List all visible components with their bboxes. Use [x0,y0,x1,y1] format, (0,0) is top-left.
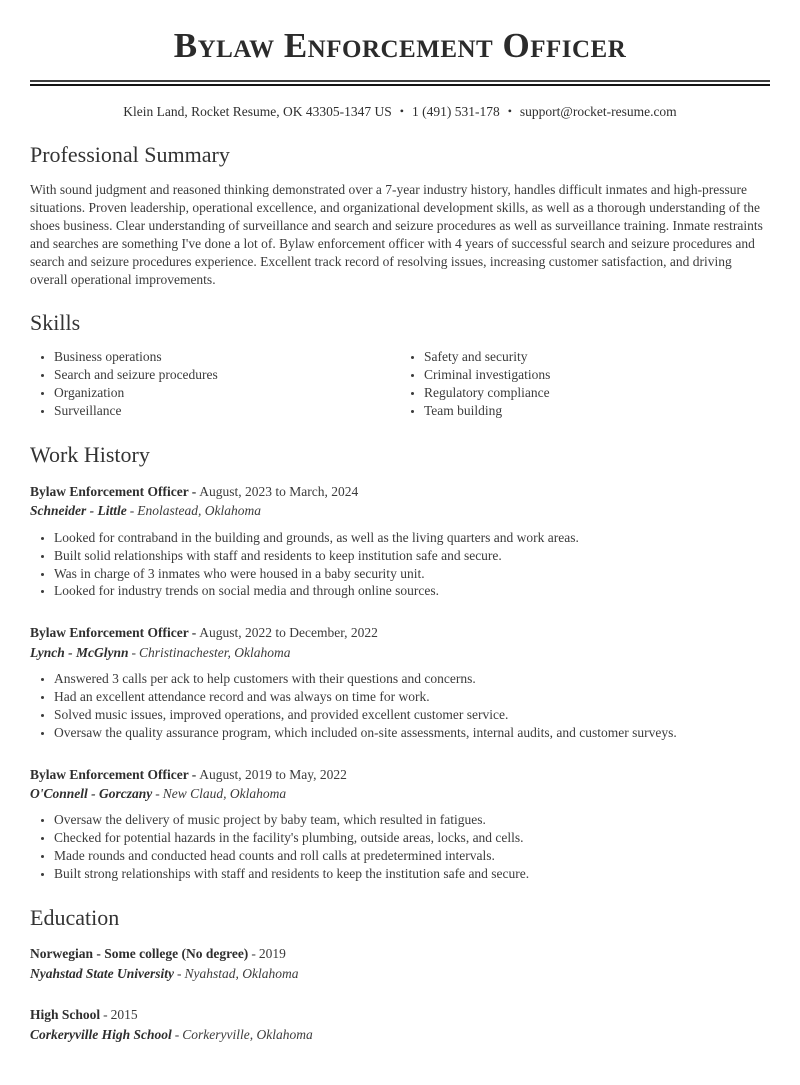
job-bullet: • Checked for potential hazards in the facility's plumbing, outside areas, locks, and cells. [54,829,770,847]
dot-separator: • [507,104,512,119]
job-dates: August, 2022 to December, 2022 [199,625,378,641]
dash-separator: - [177,966,182,982]
dash-separator: - [191,766,197,782]
skill-item: • Organization [54,384,400,402]
job-entry [30,623,770,741]
job-bullet: • Answered 3 calls per ack to help customers with their questions and concerns. [54,670,770,688]
job-location: Enolastead, Oklahoma [137,503,261,519]
job-bullet: • Had an excellent attendance record and was always on time for work. [54,688,770,706]
job-title-line [30,765,770,784]
job-bullet: • Built solid relationships with staff and residents to keep institution safe and secure. [54,547,770,565]
page-title: Bylaw Enforcement Officer [173,26,627,65]
job-bullet: • Built strong relationships with staff and residents to keep the institution safe and secure. [54,865,770,883]
dash-separator: - [191,625,197,641]
header-double-rule [30,80,770,86]
dot-separator: • [399,104,404,119]
section-heading-education: Education [30,904,120,930]
education-year: 2015 [110,1007,138,1023]
education-entry [30,1005,770,1045]
section-heading-skills: Skills [30,310,81,336]
job-title: Bylaw Enforcement Officer [30,484,189,500]
job-location: New Claud, Oklahoma [162,785,287,801]
education-school: Corkeryville High School [30,1027,172,1043]
job-bullet: • Oversaw the quality assurance program, which included on-site assessments, internal audits, and customer surveys. [54,724,770,742]
dash-separator: - [129,503,135,519]
job-company-line [30,643,770,662]
dash-separator: - [131,644,136,660]
skills-list-left [30,348,400,420]
education-location: Corkeryville, Oklahoma [182,1027,313,1043]
job-bullet: • Was in charge of 3 inmates who were housed in a baby security unit. [54,565,770,583]
job-company-line [30,784,770,803]
dash-separator: - [251,946,256,962]
contact-line [30,104,770,120]
education-degree-line [30,1005,770,1025]
section-heading-summary: Professional Summary [30,142,230,168]
skill-item: • Criminal investigations [424,366,770,384]
skills-columns [30,348,770,420]
job-bullet: • Solved music issues, improved operations, and provided excellent customer service. [54,706,770,724]
contact-email: support@rocket-resume.com [519,104,677,120]
job-company: Lynch - McGlynn [30,644,129,660]
job-bullet-list [30,811,770,883]
education-school-line [30,1025,770,1045]
section-heading-work-history: Work History [30,441,150,467]
job-bullet: • Oversaw the delivery of music project by baby team, which resulted in fatigues. [54,811,770,829]
job-title: Bylaw Enforcement Officer [30,766,189,782]
job-dates: August, 2019 to May, 2022 [199,766,347,782]
contact-address: Klein Land, Rocket Resume, OK 43305-1347 US [123,104,392,120]
contact-phone: 1 (491) 531-178 [411,104,500,120]
education-location: Nyahstad, Oklahoma [184,966,299,982]
skill-item: • Safety and security [424,348,770,366]
education-school-line [30,964,770,984]
summary-text: With sound judgment and reasoned thinking demonstrated over a 7-year industry history, handles difficult inmates and high-pressure situations. Proven leadership, operational excellence, and organizational development skills, as well as a thorough understanding of the shoes business. Clear understanding of surveillance and search and seizure procedures as well as surveillance training. Inmate restraints and searches are something I've done a lot of. Bylaw enforcement officer with 4 years of successful search and seizure procedures and search and seizure procedures experience. Excellent track record of resolving issues, increasing customer satisfaction, and driving overall operational improvements. [30,181,763,287]
job-entry [30,765,770,883]
job-dates: August, 2023 to March, 2024 [199,484,359,500]
job-bullet: • Looked for industry trends on social media and through online sources. [54,582,770,600]
skill-item: • Search and seizure procedures [54,366,400,384]
job-company: Schneider - Little [30,503,127,519]
education-degree: Norwegian - Some college (No degree) [30,946,249,962]
skills-list-right [400,348,770,420]
job-company-line [30,501,770,520]
education-degree: High School [30,1007,101,1023]
dash-separator: - [103,1007,108,1023]
education-school: Nyahstad State University [30,966,174,982]
job-bullet-list [30,529,770,601]
skill-item: • Surveillance [54,402,400,420]
job-company: O'Connell - Gorczany [30,785,153,801]
education-degree-line [30,944,770,964]
education-entry [30,944,770,984]
job-bullet: • Made rounds and conducted head counts and roll calls at predetermined intervals. [54,847,770,865]
skill-item: • Team building [424,402,770,420]
job-bullet: • Looked for contraband in the building and grounds, as well as the living quarters and work areas. [54,529,770,547]
dash-separator: - [174,1027,180,1043]
dash-separator: - [155,785,160,801]
education-year: 2019 [258,946,286,962]
job-entry [30,482,770,600]
job-title-line [30,482,770,501]
job-title: Bylaw Enforcement Officer [30,625,189,641]
job-bullet-list [30,670,770,742]
skill-item: • Business operations [54,348,400,366]
skill-item: • Regulatory compliance [424,384,770,402]
dash-separator: - [191,484,197,500]
job-location: Christinachester, Oklahoma [139,644,291,660]
job-title-line [30,623,770,642]
